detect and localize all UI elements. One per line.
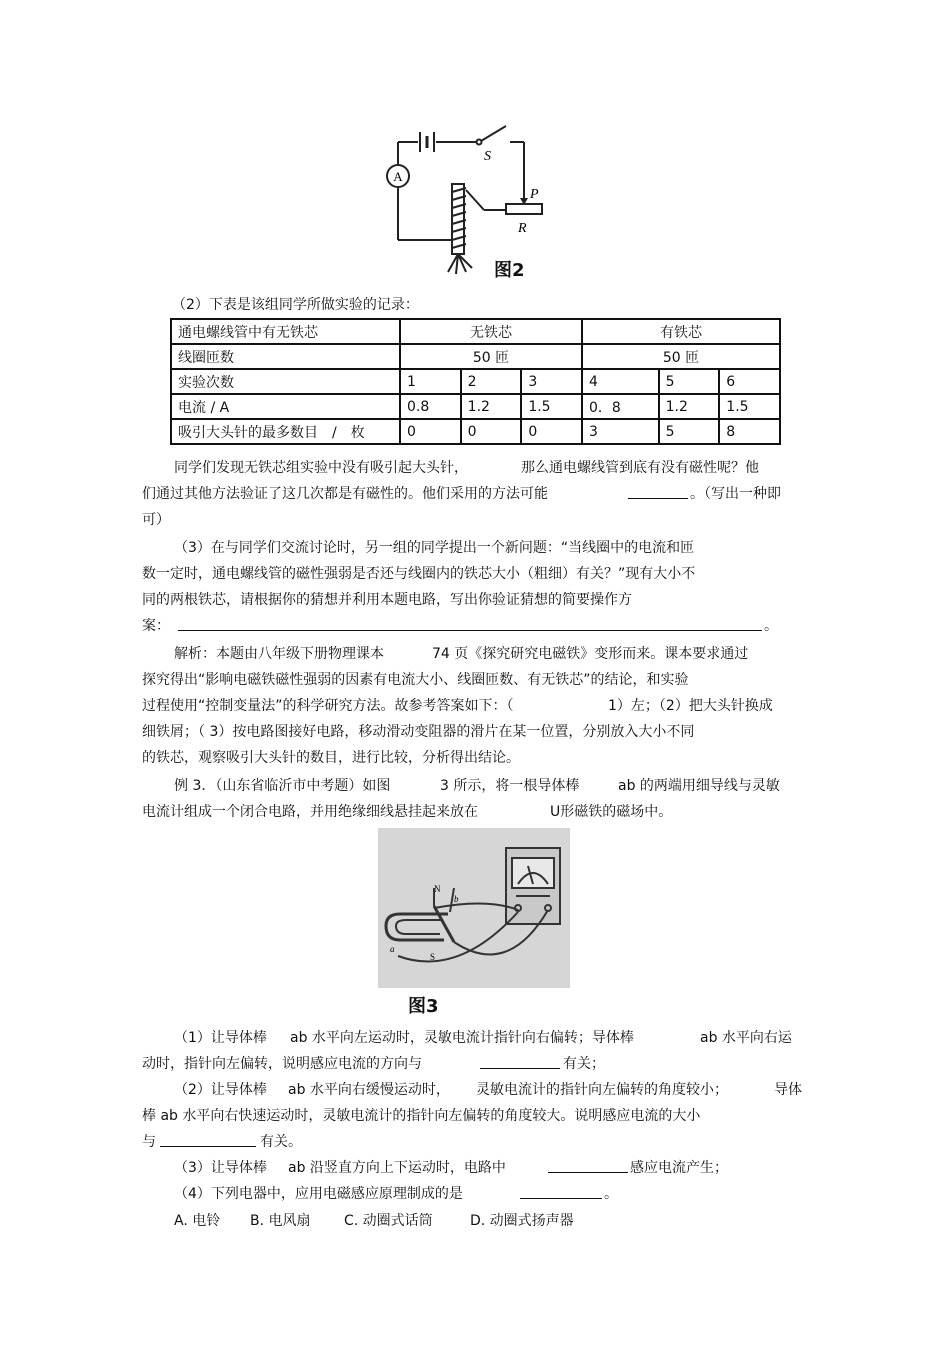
row-header: 吸引大头针的最多数目 / 枚 — [171, 419, 400, 444]
magnet-north-label: N — [434, 884, 441, 894]
q3b-answer-blank[interactable] — [548, 1158, 628, 1179]
group-header-no-core: 无铁芯 — [400, 319, 582, 344]
table-cell: 0 — [521, 419, 582, 444]
q2-answer-blank[interactable] — [628, 484, 688, 505]
q1-text-e: 有关； — [563, 1056, 605, 1072]
table-cell: 0．8 — [582, 394, 659, 419]
analysis-line-5: 的铁芯，观察吸引大头针的数目，进行比较，分析得出结论。 — [142, 750, 520, 766]
q3-line-2: 数一定时，通电螺线管的磁性强弱是否还与线圈内的铁芯大小（粗细）有关？”现有大小不 — [142, 566, 696, 582]
figure-2-caption: 图2 — [494, 260, 525, 281]
ammeter-label: A — [393, 169, 403, 184]
q3-line-1: （3）在与同学们交流讨论时，另一组的同学提出一个新问题：“当线圈中的电流和匝 — [174, 540, 695, 556]
figure-3-photo — [378, 828, 570, 988]
table-cell: 1 — [400, 369, 461, 394]
q4-text-a: （4）下列电器中，应用电磁感应原理制成的是 — [174, 1186, 463, 1202]
answer-blank[interactable] — [160, 1132, 256, 1147]
analysis-line-1a: 解析：本题由八年级下册物理课本 — [174, 646, 384, 662]
q2b-text-g: 有关。 — [260, 1134, 302, 1150]
analysis-line-3b: 1）左；（2）把大头针换成 — [608, 698, 773, 714]
example3-line-2b: U形磁铁的磁场中。 — [550, 804, 673, 820]
q1-answer-blank[interactable] — [480, 1054, 560, 1075]
switch-label: S — [484, 149, 491, 164]
q1-text-d: 动时，指针向左偏转，说明感应电流的方向与 — [142, 1056, 422, 1072]
answer-blank[interactable] — [178, 616, 762, 631]
q2-text-1b: 那么通电螺线管到底有没有磁性呢？他 — [521, 460, 759, 476]
row-header: 实验次数 — [171, 369, 400, 394]
q3b-text-c: 感应电流产生； — [630, 1160, 728, 1176]
q2b-answer-blank[interactable] — [160, 1132, 256, 1153]
table-row — [171, 369, 780, 394]
table-cell: 2 — [461, 369, 522, 394]
slider-label: P — [530, 187, 539, 202]
q1-text-a: （1）让导体棒 — [174, 1030, 267, 1046]
option-c[interactable]: C. 动圈式话筒 — [344, 1213, 433, 1229]
q2b-text-f: 与 — [142, 1134, 156, 1150]
table-cell: 6 — [719, 369, 780, 394]
analysis-line-2: 探究得出“影响电磁铁磁性强弱的因素有电流大小、线圈匝数、有无铁芯”的结论，和实验 — [142, 672, 689, 688]
q3-line-3: 同的两根铁芯，请根据你的猜想并利用本题电路，写出你验证猜想的简要操作方 — [142, 592, 632, 608]
table-cell: 0.8 — [400, 394, 461, 419]
q2-text-2a: 们通过其他方法验证了这几次都是有磁性的。他们采用的方法可能 — [142, 486, 548, 502]
answer-blank[interactable] — [548, 1158, 628, 1173]
q3b-text-a: （3）让导体棒 — [174, 1160, 267, 1176]
analysis-line-4: 细铁屑；（ 3）按电路图接好电路，移动滑动变阻器的滑片在某一位置，分别放入大小不同 — [142, 724, 695, 740]
table-cell: 1.5 — [719, 394, 780, 419]
figure-3-caption: 图3 — [408, 996, 439, 1017]
table-cell: 1.5 — [521, 394, 582, 419]
option-a[interactable]: A. 电铃 — [174, 1213, 221, 1229]
q3b-text-b: ab 沿竖直方向上下运动时，电路中 — [288, 1160, 506, 1176]
table-cell: 50 匝 — [582, 344, 780, 369]
table-row — [171, 394, 780, 419]
q4-text-b: 。 — [604, 1186, 618, 1202]
table-cell: 8 — [719, 419, 780, 444]
rod-end-a-label: a — [390, 944, 395, 954]
analysis-line-1b: 74 页《探究研究电磁铁》变形而来。课本要求通过 — [432, 646, 749, 662]
q2b-text-c: 灵敏电流计的指针向左偏转的角度较小； — [476, 1082, 728, 1098]
q2b-text-a: （2）让导体棒 — [174, 1082, 267, 1098]
experiment-record-table — [170, 318, 781, 445]
figure-3-illustration — [378, 828, 570, 988]
table-cell: 0 — [400, 419, 461, 444]
answer-blank[interactable] — [480, 1054, 560, 1069]
option-d[interactable]: D. 动圈式扬声器 — [470, 1213, 574, 1229]
example3-line-1c: ab 的两端用细导线与灵敏 — [618, 778, 780, 794]
row-header: 通电螺线管中有无铁芯 — [171, 319, 400, 344]
table-cell: 1.2 — [659, 394, 720, 419]
magnet-south-label: S — [430, 952, 436, 962]
q2b-text-b: ab 水平向右缓慢运动时， — [288, 1082, 450, 1098]
q3-line-4b: 。 — [764, 618, 778, 634]
q2-text-2b: 。（写出一种即 — [690, 486, 781, 502]
example3-line-1a: 例 3．（山东省临沂市中考题）如图 — [174, 778, 391, 794]
table-cell: 4 — [582, 369, 659, 394]
table-cell: 3 — [521, 369, 582, 394]
q3-answer-blank[interactable] — [178, 616, 762, 637]
q2b-text-e: 棒 ab 水平向右快速运动时，灵敏电流计的指针向左偏转的角度较大。说明感应电流的大小 — [142, 1108, 701, 1124]
row-header: 电流 / A — [171, 394, 400, 419]
table-cell: 5 — [659, 419, 720, 444]
answer-blank[interactable] — [520, 1184, 602, 1199]
q2-intro: （2）下表是该组同学所做实验的记录： — [172, 297, 419, 313]
q2-text-3: 可） — [142, 512, 170, 528]
resistor-label: R — [518, 221, 527, 236]
q3-line-4a: 案： — [142, 618, 170, 634]
table-cell: 1.2 — [461, 394, 522, 419]
table-cell: 3 — [582, 419, 659, 444]
table-row — [171, 344, 780, 369]
q2-text-1a: 同学们发现无铁芯组实验中没有吸引起大头针， — [174, 460, 468, 476]
q4-answer-blank[interactable] — [520, 1184, 602, 1205]
table-cell: 50 匝 — [400, 344, 582, 369]
table-row — [171, 319, 780, 344]
group-header-with-core: 有铁芯 — [582, 319, 780, 344]
table-row — [171, 419, 780, 444]
q1-text-b: ab 水平向左运动时，灵敏电流计指针向右偏转；导体棒 — [290, 1030, 634, 1046]
table-cell: 0 — [461, 419, 522, 444]
rod-end-b-label: b — [454, 894, 459, 904]
q1-text-c: ab 水平向右运 — [700, 1030, 792, 1046]
table-cell: 5 — [659, 369, 720, 394]
answer-blank[interactable] — [628, 484, 688, 499]
example3-line-1b: 3 所示，将一根导体棒 — [440, 778, 580, 794]
option-b[interactable]: B. 电风扇 — [250, 1213, 311, 1229]
example3-line-2a: 电流计组成一个闭合电路，并用绝缘细线悬挂起来放在 — [142, 804, 478, 820]
analysis-line-3a: 过程使用“控制变量法”的科学研究方法。故参考答案如下：（ — [142, 698, 514, 714]
row-header: 线圈匝数 — [171, 344, 400, 369]
q2b-text-d: 导体 — [774, 1082, 802, 1098]
